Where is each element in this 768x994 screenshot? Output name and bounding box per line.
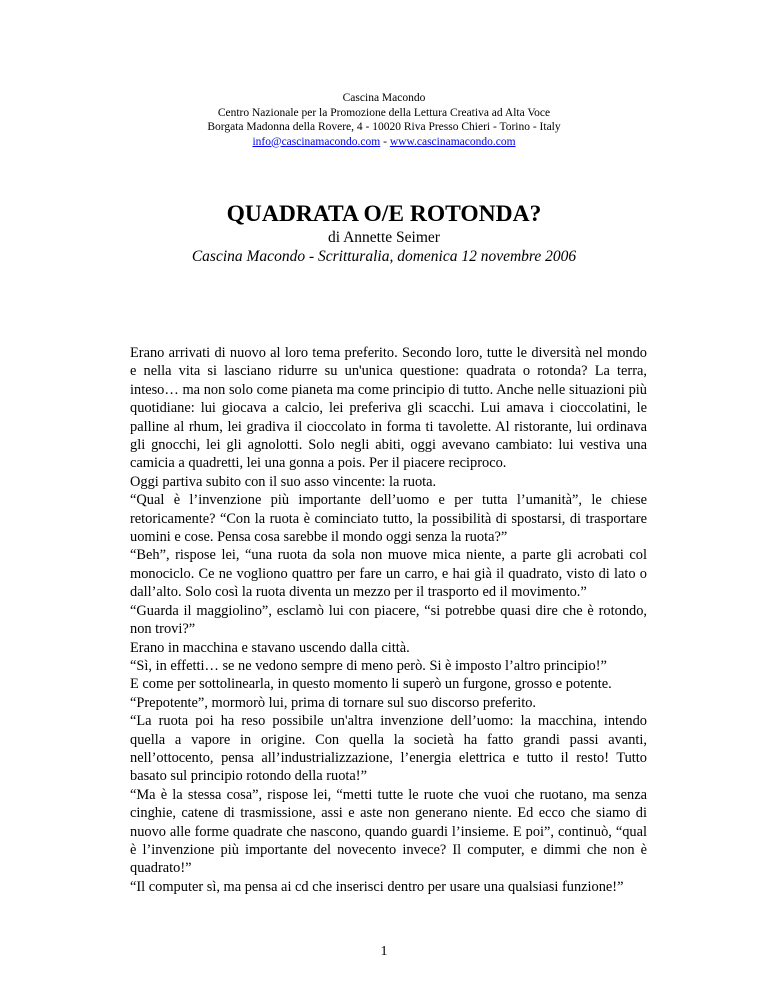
paragraph: Oggi partiva subito con il suo asso vincente: la ruota.	[130, 473, 437, 490]
paragraph: “La ruota poi ha reso possibile un'altra invenzione dell’uomo: la macchina, intendo quella a vapore in origine. Con quella la società ha fatto grandi passi avanti, nell’ottocento, pensa all’industrializzazione, l’energia elettrica e tutto il resto! Tutto basato sul principio rotondo della ruota!”	[130, 713, 647, 785]
paragraph: “Sì, in effetti… se ne vedono sempre di meno però. Si è imposto l’altro principio!”	[130, 657, 607, 674]
contact-links	[0, 135, 768, 150]
title-block	[0, 200, 768, 266]
page-number: 1	[380, 944, 388, 959]
website-link[interactable]: www.cascinamacondo.com	[389, 135, 516, 148]
story-body	[130, 344, 647, 896]
paragraph: “Beh”, rispose lei, “una ruota da sola non muove mica niente, a parte gli acrobati col monociclo. Ce ne vogliono quattro per fare un carro, e hai già il quadrato, visto di lato o dall’alto. Solo così la ruota diventa un mezzo per il trasporto ed il movimento.”	[130, 547, 647, 601]
paragraph: E come per sottolinearla, in questo momento li superò un furgone, grosso e potente.	[130, 676, 612, 693]
paragraph: Erano arrivati di nuovo al loro tema preferito. Secondo loro, tutte le diversità nel mondo e nella vita si lasciano ridurre su un'unica questione: quadrata o rotonda? La terra, inteso… ma non solo come pianeta ma come principio di tutto. Anche nelle situazioni più quotidiane: lui giocava a calcio, lei preferiva gli scacchi. Lui amava i cioccolatini, le palline al rhum, lei gradiva il cioccolato in forma ti tavolette. Al ristorante, lui ordinava gli gnocchi, lei gli agnolotti. Solo negli abiti, oggi avevano cambiato: lui vestiva una camicia a quadretti, lei una gonna a pois. Per il piacere reciproco.	[130, 345, 647, 472]
paragraph: “Guarda il maggiolino”, esclamò lui con piacere, “si potrebbe quasi dire che è rotondo, non trovi?”	[130, 602, 647, 638]
paragraph: “Il computer sì, ma pensa ai cd che inserisci dentro per usare una qualsiasi funzione!”	[130, 878, 624, 895]
paragraph: Erano in macchina e stavano uscendo dalla città.	[130, 639, 410, 656]
organization-name: Cascina Macondo	[342, 92, 426, 104]
document-header	[0, 91, 768, 149]
story-author: di Annette Seimer	[328, 229, 440, 246]
postal-address: Borgata Madonna della Rovere, 4 - 10020 Riva Presso Chieri - Torino - Italy	[207, 121, 561, 133]
link-separator: -	[380, 135, 390, 148]
story-title: QUADRATA O/E ROTONDA?	[226, 201, 542, 227]
paragraph: “Ma è la stessa cosa”, rispose lei, “metti tutte le ruote che vuoi che ruotano, ma senza cinghie, catene di trasmissione, assi e aste non generano niente. Ed ecco che siamo di nuovo alle forme quadrate che nascono, quando guardi l’insieme. E poi”, continuò, “qual è l’invenzione più importante del novecento invece? Il computer, e dimmi che non è quadrato!”	[130, 786, 647, 877]
centre-name: Centro Nazionale per la Promozione della Lettura Creativa ad Alta Voce	[217, 106, 551, 119]
story-subtitle: Cascina Macondo - Scritturalia, domenica 12 novembre 2006	[191, 248, 577, 265]
paragraph: “Prepotente”, mormorò lui, prima di tornare sul suo discorso preferito.	[130, 694, 537, 711]
paragraph: “Qual è l’invenzione più importante dell’uomo e per tutta l’umanità”, le chiese retoricamente? “Con la ruota è cominciato tutto, la possibilità di spostarsi, di trasportare uomini e cose. Pensa cosa sarebbe il mondo oggi senza la ruota?”	[130, 492, 647, 546]
email-link[interactable]: info@cascinamacondo.com	[252, 135, 381, 148]
